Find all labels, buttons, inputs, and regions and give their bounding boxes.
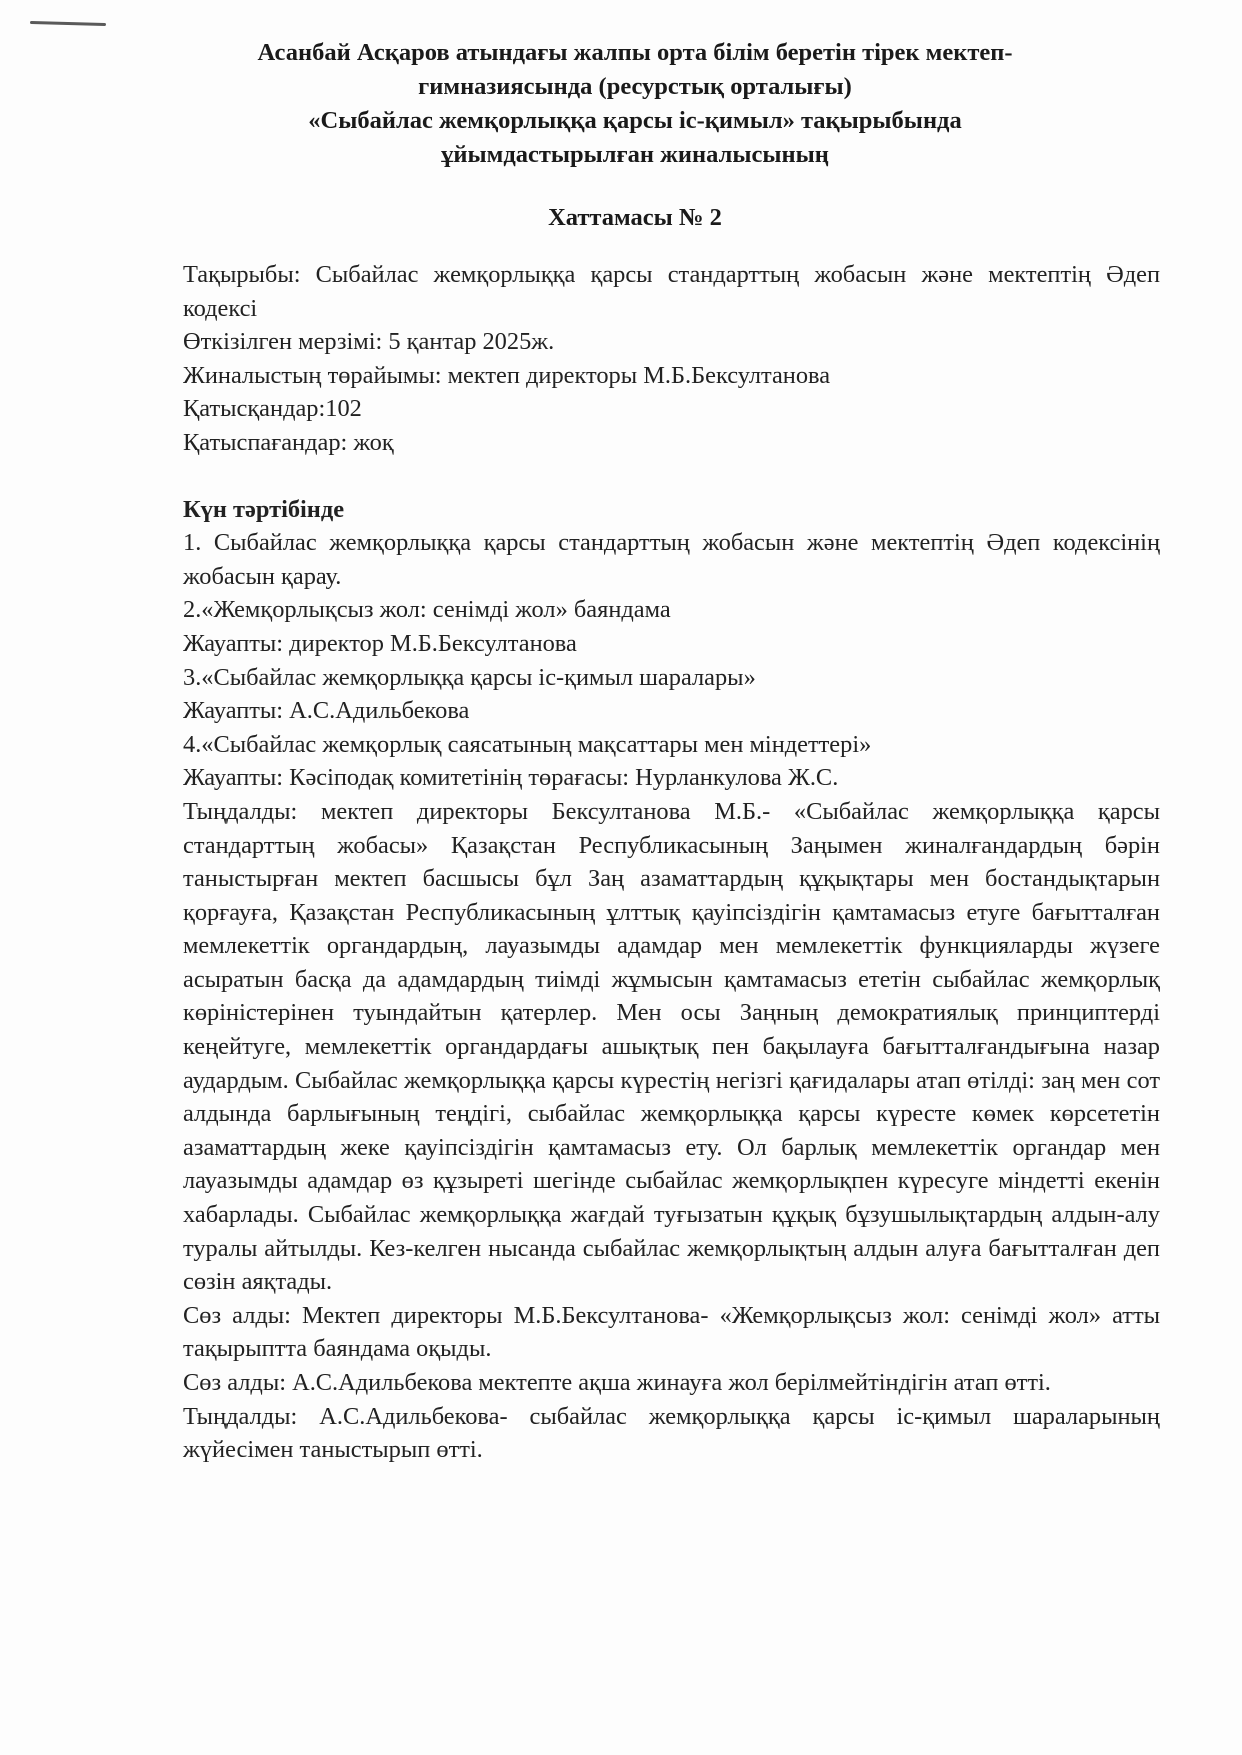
header-line-2: гимназиясында (ресурстық орталығы) xyxy=(418,73,852,100)
agenda-item-4-responsible: Жауапты: Кәсіподақ комитетінің төрағасы: Нурланкулова Ж.С. xyxy=(183,764,839,792)
document-body xyxy=(183,258,1160,1467)
header-line-1: Асанбай Асқаров атындағы жалпы орта білім беретін тірек мектеп- xyxy=(257,39,1013,66)
protocol-number: Хаттамасы № 2 xyxy=(548,204,722,231)
header-line-3: «Сыбайлас жемқорлыққа қарсы іс-қимыл» тақырыбында xyxy=(308,107,962,134)
agenda-item-2: 2.«Жемқорлықсыз жол: сенімді жол» баяндама xyxy=(183,596,671,624)
agenda-item-3-responsible: Жауапты: А.С.Адильбекова xyxy=(183,697,470,725)
agenda-item-4: 4.«Сыбайлас жемқорлық саясатының мақсаттары мен міндеттері» xyxy=(183,730,872,758)
topic-line: Тақырыбы: Сыбайлас жемқорлыққа қарсы стандарттың жобасын және мектептің Әдеп кодексі xyxy=(183,261,1160,322)
agenda-item-3: 3.«Сыбайлас жемқорлыққа қарсы іс-қимыл шаралары» xyxy=(183,663,756,691)
absent-line: Қатыспағандар: жоқ xyxy=(183,428,394,456)
present-line: Қатысқандар:102 xyxy=(183,395,362,423)
spoke-paragraph-2: Сөз алды: А.С.Адильбекова мектепте ақша жинауға жол берілмейтіндігін атап өтті. xyxy=(183,1369,1051,1396)
spacer xyxy=(183,460,1160,493)
agenda-heading: Күн тәртібінде xyxy=(183,495,345,523)
heard-paragraph-2: Тыңдалды: А.С.Адильбекова- сыбайлас жемқорлыққа қарсы іс-қимыл шараларының жүйесімен таныстырып өтті. xyxy=(183,1402,1160,1464)
heard-paragraph-1: Тыңдалды: мектеп директоры Бексултанова М.Б.- «Сыбайлас жемқорлыққа қарсы стандарттың жобасы» Қазақстан Республикасының Заңымен жиналғандардың бәрін таныстырған мектеп басшысы бұл Заң азаматтардың құқықтары мен бостандықтарын қорғауға, Қазақстан Республикасының ұлттық қауіпсіздігін қамтамасыз етуге бағытталған мемлекеттік органдардың, лауазымды адамдар мен мемлекеттік функцияларды жүзеге асыратын басқа да адамдардың тиімді жұмысын қамтамасыз ететін сыбайлас жемқорлық көріністерінен туындайтын қатерлер. Мен осы Заңның демократиялық принциптерді кеңейтуге, мемлекеттік органдардағы ашықтық пен бақылауға бағытталғандығына назар аудардым. Сыбайлас жемқорлыққа қарсы күрестің негізгі қағидалары атап өтілді: заң мен сот алдында барлығының теңдігі, сыбайлас жемқорлыққа қарсы күресте көмек көрсететін азаматтардың жеке қауіпсіздігін қамтамасыз ету. Ол барлық мемлекеттік органдар мен лауазымды адамдар өз құзыреті шегінде сыбайлас жемқорлықпен күресуге міндетті екенін хабарлады. Сыбайлас жемқорлыққа жағдай туғызатын құқық бұзушылықтардың алдын-алу туралы айтылды. Кез-келген нысанда сыбайлас жемқорлықтың алдын алуға бағытталған деп сөзін аяқтады. xyxy=(183,797,1160,1296)
spoke-paragraph-1: Сөз алды: Мектеп директоры М.Б.Бексултанова- «Жемқорлықсыз жол: сенімді жол» атты тақырыптта баяндама оқыды. xyxy=(183,1301,1160,1363)
document-header xyxy=(150,36,1120,172)
date-line: Өткізілген мерзімі: 5 қантар 2025ж. xyxy=(183,328,555,356)
header-line-4: ұйымдастырылған жиналысының xyxy=(441,141,829,168)
agenda-item-1: 1. Сыбайлас жемқорлыққа қарсы стандарттың жобасын және мектептің Әдеп кодексінің жобасын қарау. xyxy=(183,529,1160,590)
agenda-item-2-responsible: Жауапты: директор М.Б.Бексултанова xyxy=(183,629,577,657)
chair-line: Жиналыстың төрайымы: мектеп директоры М.Б.Бексултанова xyxy=(183,361,831,389)
scan-mark xyxy=(30,21,106,26)
